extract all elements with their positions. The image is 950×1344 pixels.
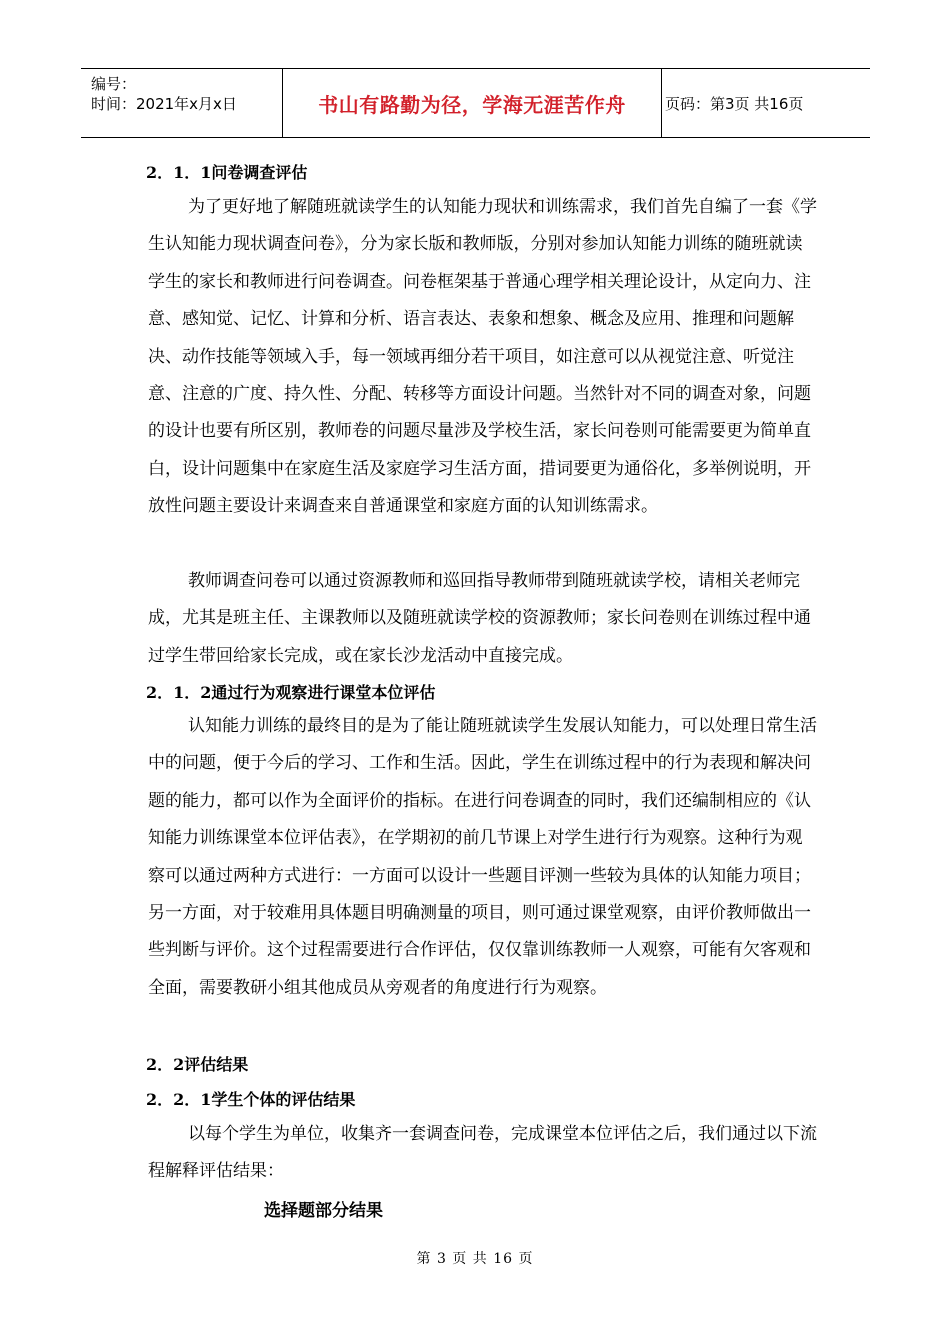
- subheading-choice-results: 选择题部分结果: [264, 1201, 383, 1221]
- paragraph-observation: 认知能力训练的最终目的是为了能让随班就读学生发展认知能力，可以处理日常生活中的问题，便于今后的学习、工作和生活。因此，学生在训练过程中的行为表现和解决问题的能力，都可以作为全面评价的指标。在进行问卷调查的同时，我们还编制相应的《认知能力训练课堂本位评估表》，在学期初的前几节课上对学生进行行为观察。这种行为观察可以通过两种方式进行：一方面可以设计一些题目评测一些较为具体的认知能力项目；另一方面，对于较难用具体题目明确测量的项目，则可通过课堂观察，由评价教师做出一些判断与评价。这个过程需要进行合作评估，仅仅靠训练教师一人观察，可能有欠客观和 全面，需要教研小组其他成员从旁观者的角度进行行为观察。: [148, 716, 817, 998]
- paragraph-survey: 为了更好地了解随班就读学生的认知能力现状和训练需求，我们首先自编了一套《学生认知能力现状调查问卷》，分为家长版和教师版，分别对参加认知能力训练的随班就读学生的家长和教师进行问卷调查。问卷框架基于普通心理学相关理论设计，从定向力、注意、感知觉、记忆、计算和分析、语言表达、表象和想象、概念及应用、推理和问题解决、动作技能等领域入手，每一领域再细分若干项目，如注意可以从视觉注意、听觉注意、注意的广度、持久性、分配、转移等方面设计问题。当然针对不同的调查对象，问题的设计也要有所区别，教师卷的问题尽量涉及学校生活，家长问卷则可能需要更为简单直白，设计问题集中在家庭生活及家庭学习生活方面，措词要更为通俗化，多举例说明，开放性问题主要设计来调查来自普通课堂和家庭方面的认知训练需求。: [148, 197, 817, 517]
- motto-text: 书山有路勤为径，学海无涯苦作舟: [318, 92, 626, 117]
- page-info: 页码：第3页 共16页: [665, 94, 804, 113]
- header-left-cell: [81, 69, 281, 137]
- section-heading-2-1-2: 2．1．2通过行为观察进行课堂本位评估: [146, 683, 436, 702]
- section-heading-2-1-1: 2．1．1问卷调查评估: [146, 163, 308, 182]
- header-table: [81, 68, 870, 138]
- date-label: 时间：2021年x月x日: [91, 95, 237, 113]
- page-footer: 第 3 页 共 16 页: [416, 1251, 534, 1267]
- number-label: 编号：: [91, 75, 137, 93]
- paragraph-teacher-survey: 教师调查问卷可以通过资源教师和巡回指导教师带到随班就读学校，请相关老师完成，尤其是班主任、主课教师以及随班就读学校的资源教师；家长问卷则在训练过程中通过学生带回给家长完成，或在家长沙龙活动中直接完成。: [148, 571, 811, 666]
- section-heading-2-2-1: 2．2．1学生个体的评估结果: [146, 1090, 356, 1109]
- header-motto-cell: [282, 69, 662, 137]
- section-heading-2-2: 2．2评估结果: [146, 1055, 249, 1074]
- paragraph-results: 以每个学生为单位，收集齐一套调查问卷，完成课堂本位评估之后，我们通过以下流程解释评估结果：: [148, 1124, 817, 1182]
